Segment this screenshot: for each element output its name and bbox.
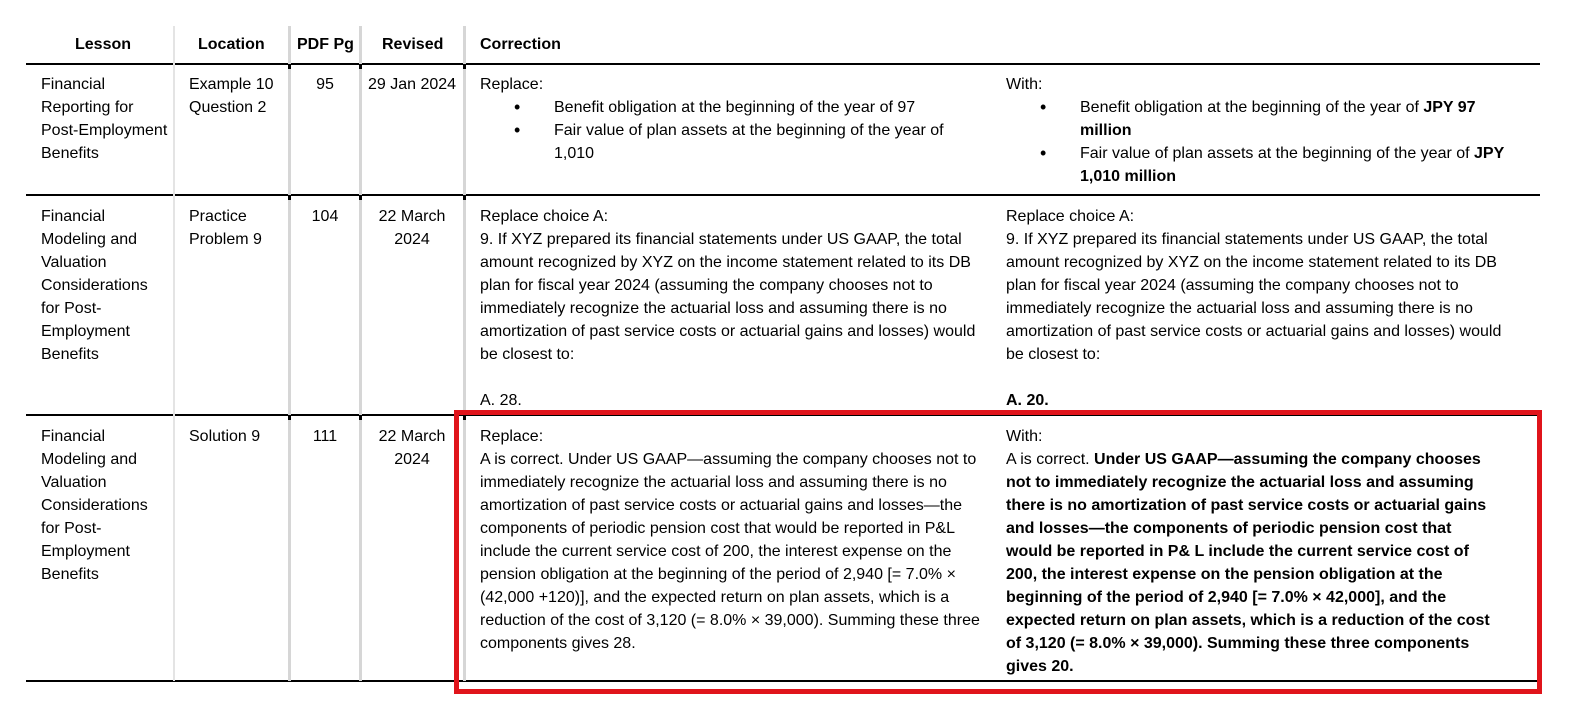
- row2-revised: 22 March 2024: [378, 208, 446, 248]
- row1-with-heading: With:: [1006, 76, 1043, 93]
- spacer: [1006, 366, 1506, 389]
- rule-tick: [359, 64, 362, 69]
- rule-tick: [288, 64, 291, 69]
- row3-lesson: Financial Modeling and Valuation Considerations for Post-Employment Benefits: [41, 428, 148, 583]
- header-revised: Revised: [382, 36, 444, 53]
- rule-tick: [288, 415, 291, 420]
- body-plain-text: A is correct.: [1006, 451, 1095, 468]
- column-separator: [288, 26, 291, 681]
- row1-location: Example 10 Question 2: [189, 76, 274, 116]
- row1-replace: [480, 73, 985, 165]
- header-lesson: Lesson: [75, 36, 132, 53]
- row1-replace-bullet: • Benefit obligation at the beginning of the year of 97: [480, 96, 985, 119]
- row1-with-list: [1006, 96, 1518, 188]
- row2-lesson: Financial Modeling and Valuation Considerations for Post-Employment Benefits: [41, 208, 148, 363]
- row1-with-bullet: [1006, 142, 1518, 188]
- row1-lesson: Financial Reporting for Post-Employment Benefits: [41, 76, 168, 162]
- row3-with-heading: With:: [1006, 428, 1043, 445]
- header-location: Location: [198, 36, 265, 53]
- bullet-text: Benefit obligation at the beginning of the year of: [1080, 99, 1424, 116]
- column-separator: [359, 26, 362, 681]
- header-correction: Correction: [480, 36, 561, 53]
- row2-replace-answer: A. 28.: [480, 392, 522, 409]
- column-separator: [173, 26, 175, 681]
- body-bold-text: Under US GAAP—assuming the company chooses not to immediately recognize the actuarial loss and assuming there is no amortization of past service costs or actuarial gains and losses—the components of periodic pension cost that would be reported in P& L include the current service cost of 200, the interest expense on the pension obligation at the beginning of the period of 2,940 [= 7.0% × 42,000], and the expected return on plan assets, which is a reduction of the cost of 3,120 (= 8.0% × 39,000). Summing these three components gives 20.: [1006, 451, 1490, 675]
- highlight-box: [454, 410, 1542, 694]
- bullet-text: Fair value of plan assets at the beginning of the year of: [1080, 145, 1475, 162]
- header-pdf-pg: PDF Pg: [297, 36, 354, 53]
- rule-tick: [463, 195, 466, 200]
- row3-location: Solution 9: [189, 428, 261, 445]
- header-rule: [26, 63, 1540, 65]
- row2-replace-body: 9. If XYZ prepared its financial statements under US GAAP, the total amount recognized by XYZ on the income statement related to its DB plan for fiscal year 2024 (assuming the company chooses not to immediately recognize the actuarial loss and assuming there is no amortization of past service costs or actuarial gains and losses) would be closest to:: [480, 231, 976, 363]
- row3-revised: 22 March 2024: [378, 428, 446, 468]
- row1-replace-list: [480, 96, 985, 165]
- row2-replace: [480, 205, 980, 412]
- row2-pdf-pg: 104: [311, 208, 339, 225]
- row2-with: [1006, 205, 1506, 412]
- row2-with-answer: A. 20.: [1006, 392, 1049, 409]
- row3-pdf-pg: 111: [312, 428, 338, 445]
- rule-tick: [359, 415, 362, 420]
- row1-revised: 29 Jan 2024: [367, 76, 457, 93]
- row3-replace-body: A is correct. Under US GAAP—assuming the company chooses not to immediately recognize the actuarial loss and assuming there is no amortization of past service costs or actuarial gains and losses—the components of periodic pension cost that would be reported in P&L include the current service cost of 200, the interest expense on the pension obligation at the beginning of the period of 2,940 [= 7.0% × (42,000 +120)], and the expected return on plan assets, which is a reduction of the cost of 3,120 (= 8.0% × 39,000). Summing these three components gives 28.: [480, 451, 980, 652]
- bullet-bold-text: JPY 1,010 million: [1080, 145, 1504, 185]
- row1-pdf-pg: 95: [316, 76, 334, 93]
- row1-with: [1006, 73, 1518, 188]
- row2-location: Practice Problem 9: [189, 208, 262, 248]
- row1-replace-bullet: • Fair value of plan assets at the beginning of the year of 1,010: [480, 119, 985, 165]
- row-divider: [26, 194, 1540, 196]
- row3-replace-heading: Replace:: [480, 428, 544, 445]
- row2-with-heading: Replace choice A:: [1006, 208, 1135, 225]
- bullet-bold-text: JPY 97 million: [1080, 99, 1476, 139]
- row2-replace-heading: Replace choice A:: [480, 208, 609, 225]
- rule-tick: [359, 195, 362, 200]
- rule-tick: [288, 195, 291, 200]
- spacer: [480, 366, 980, 389]
- row2-with-body: 9. If XYZ prepared its financial statements under US GAAP, the total amount recognized by XYZ on the income statement related to its DB plan for fiscal year 2024 (assuming the company chooses not to immediately recognize the actuarial loss and assuming there is no amortization of past service costs or actuarial gains and losses) would be closest to:: [1006, 231, 1502, 363]
- row1-replace-heading: Replace:: [480, 76, 544, 93]
- row1-with-bullet: [1006, 96, 1518, 142]
- rule-tick: [463, 64, 466, 69]
